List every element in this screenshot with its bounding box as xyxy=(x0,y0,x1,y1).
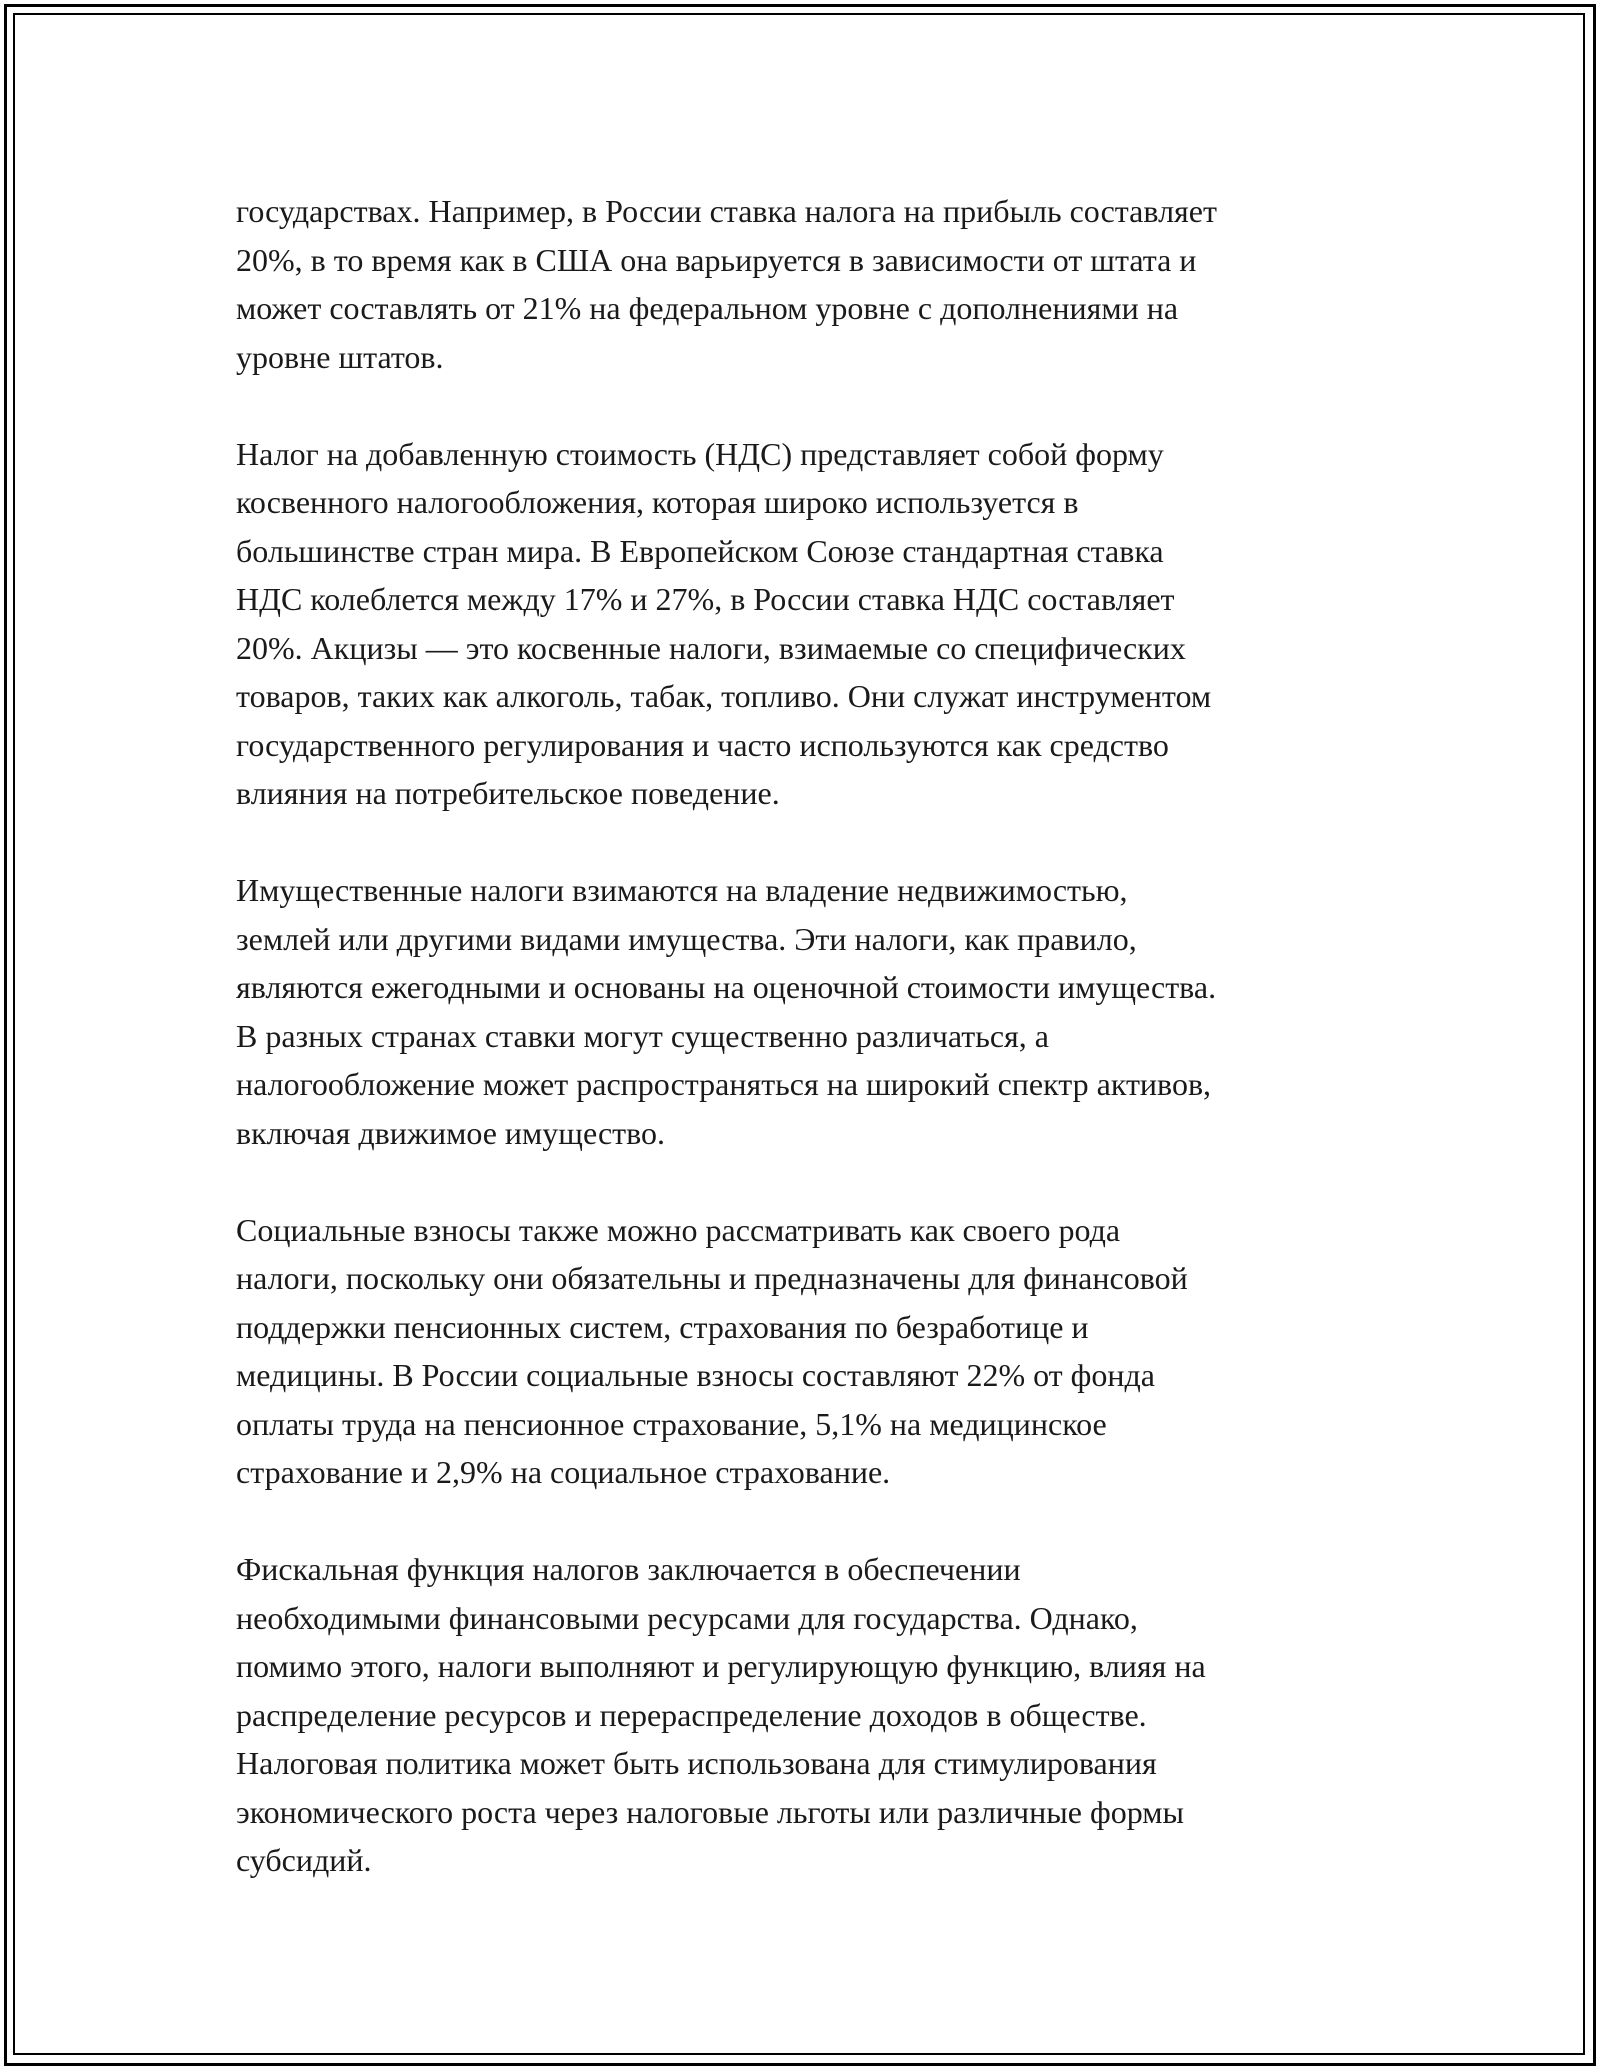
paragraph-fiscal-function: Фискальная функция налогов заключается в обеспечении необходимыми финансовыми ресурсами для государства. Однако, помимо этого, налоги выполняют и регулирующую функцию, влияя на распределение ресурсов и перераспределение доходов в обществе. Налоговая политика может быть использована для стимулирования экономического роста через налоговые льготы или различные формы субсидий. xyxy=(236,1551,1206,1878)
paragraph-social-contributions: Социальные взносы также можно рассматривать как своего рода налоги, поскольку они обязательны и предназначены для финансовой поддержки пенсионных систем, страхования по безработице и медицины. В России социальные взносы составляют 22% от фонда оплаты труда на пенсионное страхование, 5,1% на медицинское страхование и 2,9% на социальное страхование. xyxy=(236,1211,1188,1490)
paragraph-property-tax: Имущественные налоги взимаются на владение недвижимостью, землей или другими видами имущества. Эти налоги, как правило, являются ежегодными и основаны на оценочной стоимости имущества. В разных странах ставки могут существенно различаться, а налогообложение может распространяться на широкий спектр активов, включая движимое имущество. xyxy=(236,872,1217,1151)
paragraph-vat-excise: Налог на добавленную стоимость (НДС) представляет собой форму косвенного налогообложения, которая широко используется в большинстве стран мира. В Европейском Союзе стандартная ставка НДС колеблется между 17% и 27%, в России ставка НДС составляет 20%. Акцизы — это косвенные налоги, взимаемые со специфических товаров, таких как алкоголь, табак, топливо. Они служат инструментом государственного регулирования и часто используются как средство влияния на потребительское поведение. xyxy=(236,435,1212,811)
paragraph-profit-tax: государствах. Например, в России ставка налога на прибыль составляет 20%, в то время как в США она варьируется в зависимости от штата и может составлять от 21% на федеральном уровне с дополнениями на уровне штатов. xyxy=(236,193,1217,375)
document-body xyxy=(236,187,1371,1933)
